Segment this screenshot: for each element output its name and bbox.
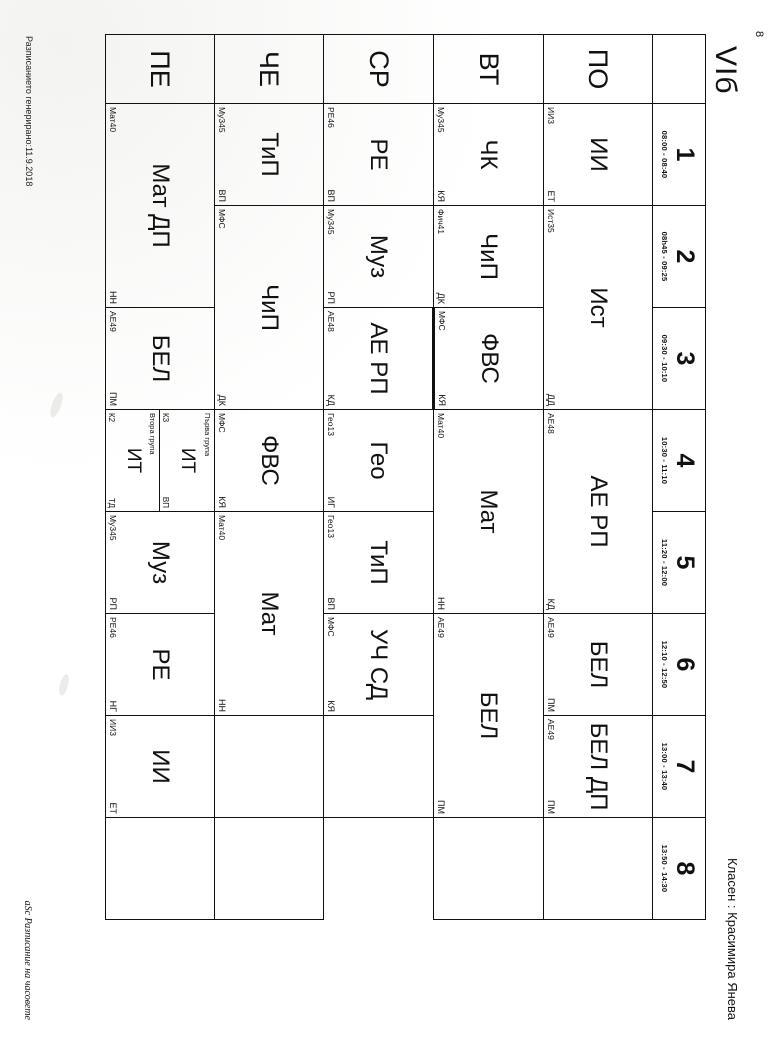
lesson-subject: БЕЛ [584,640,612,689]
lesson-subject: ТиП [255,132,283,177]
lesson-cell[interactable] [544,410,653,614]
lesson-room: РЕ46 [108,617,118,638]
hour-header-3 [653,308,706,410]
lesson-teacher: НН [436,597,446,610]
lesson-room: АЕ48 [546,413,556,434]
hour-time: 11:20 - 12:00 [660,538,670,587]
lesson-room: ИИ3 [546,107,556,124]
lesson-teacher: ПМ [546,698,556,712]
lesson-cell[interactable] [215,512,324,716]
hour-time: 09:30 - 10:10 [660,334,670,383]
day-label-pe: ПЕ [106,35,215,104]
hour-time: 13:50 - 14:30 [660,844,670,893]
lesson-cell[interactable] [215,206,324,410]
lesson-cell[interactable] [106,308,215,410]
lesson-teacher: ИГ [326,496,336,508]
class-teacher-label: Класен : Красимира Янева [725,858,740,1020]
hour-time: 10:30 - 11:10 [660,436,670,485]
lesson-teacher: НГ [108,700,118,712]
lesson-cell[interactable] [324,308,434,410]
lesson-subject: ИТ [122,447,144,474]
lesson-subject: ИИ [146,749,174,784]
lesson-subject: РЕ [365,138,393,171]
lesson-cell[interactable] [106,104,215,308]
timetable-body [106,35,653,920]
hour-header-8 [653,818,706,920]
lesson-subject: АЕ РП [584,475,612,548]
lesson-room: МФС [326,617,336,637]
day-label-po: ПО [544,35,653,104]
lesson-room: АЕ48 [326,311,336,332]
lesson-cell[interactable] [434,104,544,206]
timetable-header-row [653,35,706,920]
lesson-cell-empty[interactable] [215,716,324,818]
lesson-subject: АЕ РП [364,322,392,395]
lesson-cell[interactable] [544,716,653,818]
lesson-subject: УЧ СД [365,629,393,700]
lesson-room: Му345 [436,107,446,133]
lesson-cell[interactable] [434,308,544,410]
lesson-subject: Мат [475,489,503,534]
day-label-vt: ВТ [434,35,544,104]
lesson-room: К3 [161,413,171,423]
lesson-subject: ИТ [177,447,199,474]
lesson-cell[interactable] [544,206,653,410]
hour-number: 1 [671,147,700,162]
lesson-cell[interactable] [544,614,653,716]
lesson-cell[interactable] [324,614,434,716]
lesson-room: Ист35 [546,209,556,233]
lesson-teacher: ТД [107,497,116,508]
hour-time: 13:00 - 13:40 [660,742,670,791]
day-label-che: ЧЕ [215,35,324,104]
hour-number: 8 [671,861,700,876]
hour-header-7 [653,716,706,818]
lesson-cell-split[interactable] [106,410,215,512]
lesson-cell[interactable] [324,512,434,614]
hour-number: 7 [671,759,700,774]
lesson-subject: Мат [255,591,283,636]
lesson-teacher: НН [217,699,227,712]
lesson-cell[interactable] [106,716,215,818]
lesson-teacher: ПМ [546,800,556,814]
hour-number: 4 [671,453,700,468]
lesson-cell[interactable] [106,614,215,716]
lesson-room: Гео13 [326,413,336,436]
generated-stamp: Разписанието генерирано:11.9.2018 [24,36,34,187]
lesson-teacher: ВП [217,189,227,202]
lesson-teacher: КД [326,394,336,406]
lesson-room: Мат40 [436,413,446,439]
group-2[interactable] [106,410,160,511]
lesson-room: Му345 [108,515,118,541]
hour-header-6 [653,614,706,716]
lesson-subject: ФВС [475,333,503,384]
day-label-sr: СР [324,35,434,104]
lesson-teacher: РП [326,291,336,304]
lesson-teacher: ЕТ [546,190,556,202]
group-1[interactable] [160,410,215,511]
group-1-label: Първа група [203,413,212,457]
hour-time: 08:00 - 08:40 [660,130,670,179]
lesson-cell[interactable] [106,512,215,614]
table-row [544,35,653,920]
corner-page-mark: 8 [752,30,765,38]
lesson-subject: Мат ДП [146,163,174,248]
lesson-room: АЕ49 [546,719,556,740]
lesson-subject: Ист [584,287,612,328]
lesson-subject: Гео [365,441,393,480]
hour-header-5 [653,512,706,614]
lesson-teacher: КЯ [436,190,446,202]
hour-number: 3 [671,351,700,366]
corner-cell [653,35,706,104]
lesson-teacher: ВП [161,496,171,508]
lesson-room: Гео13 [326,515,336,538]
lesson-teacher: НН [108,291,118,304]
lesson-subject: Муз [146,540,174,585]
lesson-room: Мат40 [108,107,118,133]
timetable [105,34,706,920]
lesson-teacher: ВП [326,189,336,202]
lesson-teacher: КЯ [437,394,447,406]
table-row [434,35,544,920]
lesson-teacher: РП [108,597,118,610]
lesson-teacher: КЯ [326,700,336,712]
hour-time: 12:10 - 12:50 [660,640,670,689]
lesson-subject: ИИ [584,137,612,172]
lesson-cell[interactable] [434,410,544,614]
lesson-room: Му345 [326,209,336,235]
table-row [324,35,434,920]
lesson-cell[interactable] [215,410,324,512]
lesson-teacher: ДД [546,393,556,406]
lesson-room: Му345 [217,107,227,133]
group-split [106,410,214,511]
lesson-subject: БЕЛ [146,334,174,383]
hour-header-2 [653,206,706,308]
hour-header-4 [653,410,706,512]
lesson-room: МФС [437,311,447,331]
lesson-cell[interactable] [434,614,544,818]
lesson-subject: ФВС [255,435,283,486]
lesson-cell[interactable] [324,206,434,308]
lesson-teacher: ПМ [436,800,446,814]
lesson-cell-empty[interactable] [544,818,653,920]
lesson-subject: РЕ [146,648,174,681]
lesson-subject: ТиП [365,540,393,585]
lesson-teacher: ЕТ [108,802,118,814]
lesson-room: ИИ3 [108,719,118,736]
lesson-subject: ЧиП [475,233,503,280]
hour-time: 08h45 - 09:25 [660,231,670,282]
hour-number: 5 [671,555,700,570]
lesson-cell[interactable] [324,104,434,206]
lesson-room: Фич41 [436,209,446,235]
lesson-teacher: КЯ [217,496,227,508]
lesson-cell[interactable] [544,104,653,206]
lesson-subject: Муз [365,234,393,279]
lesson-room: МФС [217,413,227,433]
lesson-cell-empty[interactable] [324,716,434,818]
lesson-cell[interactable] [215,104,324,206]
group-2-label: Втора група [148,413,158,455]
software-credit: aSc Разписание на часовете [22,900,33,1020]
hour-number: 6 [671,657,700,672]
hour-number: 2 [671,249,700,264]
page-title: VIб [709,46,742,95]
lesson-room: К2 [107,413,116,423]
lesson-room: АЕ49 [436,617,446,638]
lesson-subject: ЧиП [255,284,283,331]
lesson-teacher: ВП [326,597,336,610]
lesson-subject: БЕЛ [475,691,503,740]
lesson-subject: БЕЛ ДП [584,722,612,811]
lesson-teacher: ПМ [108,392,118,406]
lesson-room: АЕ49 [108,311,118,332]
lesson-cell[interactable] [434,206,544,308]
lesson-room: Мат40 [217,515,227,541]
lesson-room: МФС [217,209,227,229]
hour-header-1 [653,104,706,206]
table-row [106,35,215,920]
lesson-teacher: ДК [436,292,446,304]
lesson-cell-empty[interactable] [215,818,324,920]
lesson-room: АЕ49 [546,617,556,638]
lesson-cell-empty[interactable] [434,818,544,920]
table-row [215,35,324,920]
lesson-teacher: ДК [217,394,227,406]
lesson-subject: ЧК [475,139,503,170]
lesson-cell-empty[interactable] [106,818,215,920]
lesson-cell[interactable] [324,410,434,512]
lesson-teacher: КД [546,598,556,610]
lesson-room: РЕ46 [326,107,336,128]
